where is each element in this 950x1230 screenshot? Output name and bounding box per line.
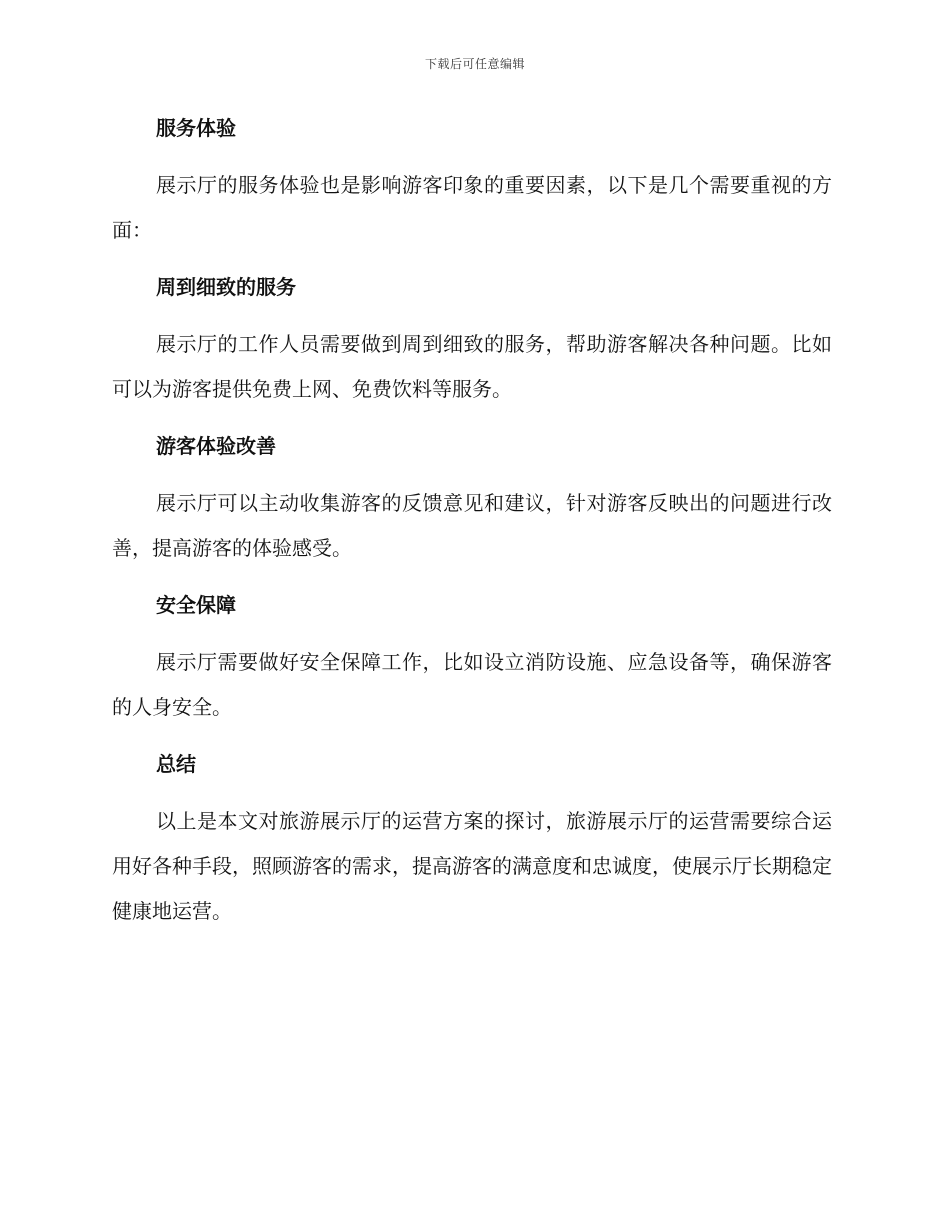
section-paragraph: 展示厅需要做好安全保障工作，比如设立消防设施、应急设备等，确保游客的人身安全。 — [112, 650, 832, 719]
page-header-note: 下载后可任意编辑 — [424, 57, 525, 71]
section-title: 服务体验 — [156, 116, 236, 140]
section-title: 周到细致的服务 — [156, 275, 296, 299]
section-summary — [112, 742, 832, 934]
section-paragraph: 以上是本文对旅游展示厅的运营方案的探讨，旅游展示厅的运营需要综合运用好各种手段，照顾游客的需求，提高游客的满意度和忠诚度，使展示厅长期稳定健康地运营。 — [112, 809, 832, 923]
section-title: 游客体验改善 — [156, 434, 276, 458]
section-safety — [112, 583, 832, 730]
section-service-experience — [112, 106, 832, 253]
section-paragraph: 展示厅的服务体验也是影响游客印象的重要因素，以下是几个需要重视的方面： — [112, 173, 832, 242]
section-title: 安全保障 — [156, 593, 236, 617]
section-visitor-experience-improvement — [112, 424, 832, 571]
section-attentive-service — [112, 265, 832, 412]
section-paragraph: 展示厅的工作人员需要做到周到细致的服务，帮助游客解决各种问题。比如可以为游客提供免费上网、免费饮料等服务。 — [112, 332, 832, 401]
section-paragraph: 展示厅可以主动收集游客的反馈意见和建议，针对游客反映出的问题进行改善，提高游客的体验感受。 — [112, 491, 832, 560]
document-body — [112, 106, 832, 946]
section-title: 总结 — [156, 752, 196, 776]
